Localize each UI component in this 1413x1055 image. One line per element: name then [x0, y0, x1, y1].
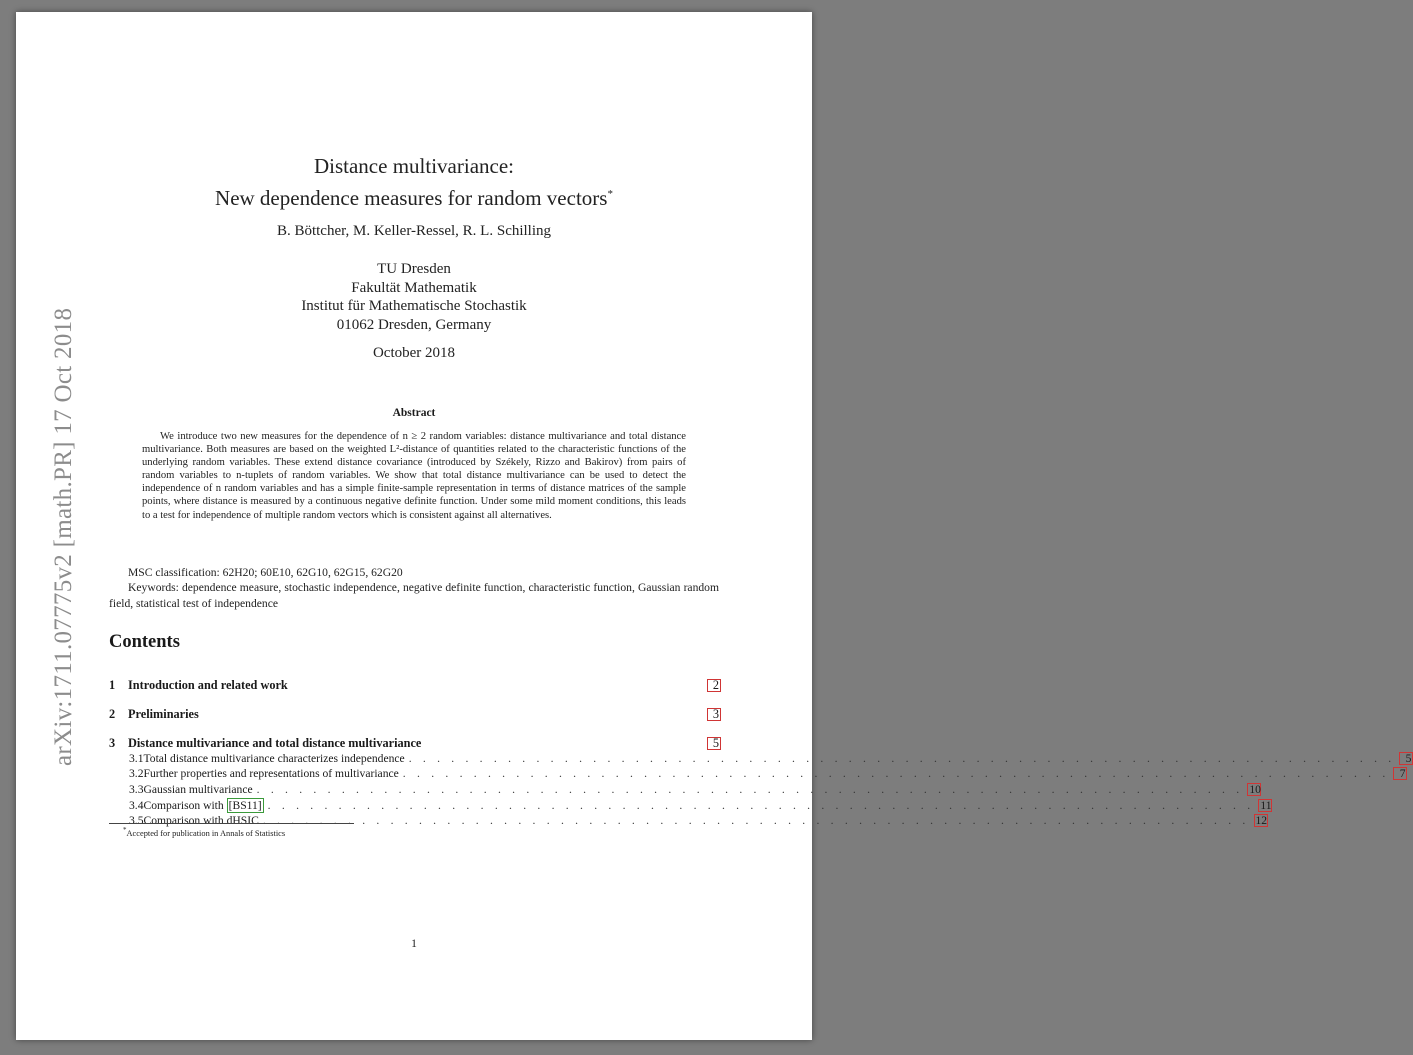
affiliation-line: 01062 Dresden, Germany: [336, 316, 492, 333]
title-footnote-mark[interactable]: *: [607, 188, 613, 200]
toc-entry[interactable]: [109, 752, 1412, 767]
affiliation-line: Institut für Mathematische Stochastik: [301, 298, 527, 314]
toc-page-link[interactable]: 2: [707, 679, 721, 692]
contents-heading: Contents: [109, 632, 180, 652]
title-line-1: Distance multivariance:: [313, 154, 514, 178]
toc-page-link[interactable]: 12: [1255, 814, 1268, 827]
affiliation-line: Fakultät Mathematik: [351, 279, 477, 296]
toc-label: Preliminaries: [128, 707, 199, 721]
toc-leader-dots: . . . . . . . . . . . . . . . . . . . . . . . . . . . . . . . . . . . . . . . . . . . . . . . . . . . . . . . . . . . . . . . . . . . . . .: [267, 799, 1255, 812]
abstract-heading: Abstract: [392, 407, 436, 419]
toc-number: 3: [109, 736, 116, 750]
toc-entry[interactable]: [109, 707, 721, 722]
toc-leader-dots: . . . . . . . . . . . . . . . . . . . . . . . . . . . . . . . . . . . . . . . . . . . . . . . . . . . . . . . . . . . . . . . . . . . . . .: [408, 752, 1396, 765]
toc-page-link[interactable]: 5: [707, 737, 721, 750]
toc-label: Distance multivariance and total distance multivariance: [128, 736, 422, 750]
toc-label: Total distance multivariance characterizes independence: [143, 752, 405, 765]
affiliation-line: TU Dresden: [377, 261, 451, 277]
abstract-text: We introduce two new measures for the dependence of n ≥ 2 random variables: distance multivariance and total distance multivariance. Both measures are based on the weighted L²-distance of quantities related to the characteristic functions of the underlying random variables. These extend distance covariance (introduced by Székely, Rizzo and Bakirov) from pairs of random variables to n-tuplets of random variables. We show that total distance multivariance can be used to detect the independence of n random variables and has a simple finite-sample representation in terms of distance matrices of the sample points, where distance is measured by a continuous negative definite function. Under some mild moment conditions, this leads to a test for independence of multiple random vectors which is consistent against all alternatives.: [142, 431, 686, 521]
arxiv-identifier: arXiv:1711.07775v2 [math.PR] 17 Oct 2018: [50, 307, 77, 766]
title-line-2: New dependence measures for random vectors*: [215, 186, 613, 210]
toc-label: Introduction and related work: [128, 678, 288, 692]
keywords: Keywords: dependence measure, stochastic independence, negative definite function, characteristic function, Gaussian random field, statistical test of independence: [109, 581, 719, 610]
footnote-mark: *: [123, 826, 127, 834]
toc-entry[interactable]: [109, 678, 721, 693]
toc-number: 2: [109, 707, 116, 721]
authors: B. Böttcher, M. Keller-Ressel, R. L. Schilling: [276, 223, 552, 239]
msc-classification: MSC classification: 62H20; 60E10, 62G10, 62G15, 62G20: [128, 566, 403, 579]
toc-label: Comparison with [BS11]: [143, 799, 262, 812]
toc-label: Comparison with dHSIC: [143, 814, 259, 827]
document-page: [16, 12, 1412, 1040]
toc-number: 1: [109, 678, 116, 692]
toc-entry[interactable]: [109, 736, 721, 751]
footnote-text: Accepted for publication in Annals of Statistics: [126, 828, 286, 838]
toc-number: 3.2: [129, 767, 144, 780]
citation-link[interactable]: [BS11]: [228, 799, 262, 812]
toc-entry[interactable]: [109, 783, 1261, 798]
footnote-rule: [109, 823, 354, 824]
toc-leader-dots: . . . . . . . . . . . . . . . . . . . . . . . . . . . . . . . . . . . . . . . . . . . . . . . . . . . . . . . . . . . . . . . . . . . . . .: [256, 783, 1244, 796]
toc-number: 3.5: [129, 814, 144, 827]
toc-label: Gaussian multivariance: [143, 783, 253, 796]
toc-label: Further properties and representations of multivariance: [143, 767, 399, 780]
toc-number: 3.3: [129, 783, 144, 796]
affiliation: [16, 260, 812, 334]
toc-page-link[interactable]: 10: [1249, 783, 1261, 796]
toc-number: 3.1: [129, 752, 144, 765]
toc-entry[interactable]: [109, 799, 1272, 814]
toc-page-link[interactable]: 5: [1399, 752, 1413, 765]
toc-page-link[interactable]: 11: [1260, 799, 1272, 812]
publication-date: October 2018: [372, 345, 456, 361]
toc-number: 3.4: [129, 799, 144, 812]
page-number: 1: [411, 937, 417, 950]
toc-leader-dots: . . . . . . . . . . . . . . . . . . . . . . . . . . . . . . . . . . . . . . . . . . . . . . . . . . . . . . . . . . . . . . . . . . . . . .: [262, 814, 1250, 827]
toc-entry[interactable]: [109, 767, 1406, 782]
toc-page-link[interactable]: 3: [707, 708, 721, 721]
footnote: [123, 826, 285, 838]
paper-title: [16, 152, 812, 212]
toc-page-link[interactable]: 7: [1393, 767, 1407, 780]
toc-leader-dots: . . . . . . . . . . . . . . . . . . . . . . . . . . . . . . . . . . . . . . . . . . . . . . . . . . . . . . . . . . . . . . . . . . . . . .: [402, 767, 1390, 780]
